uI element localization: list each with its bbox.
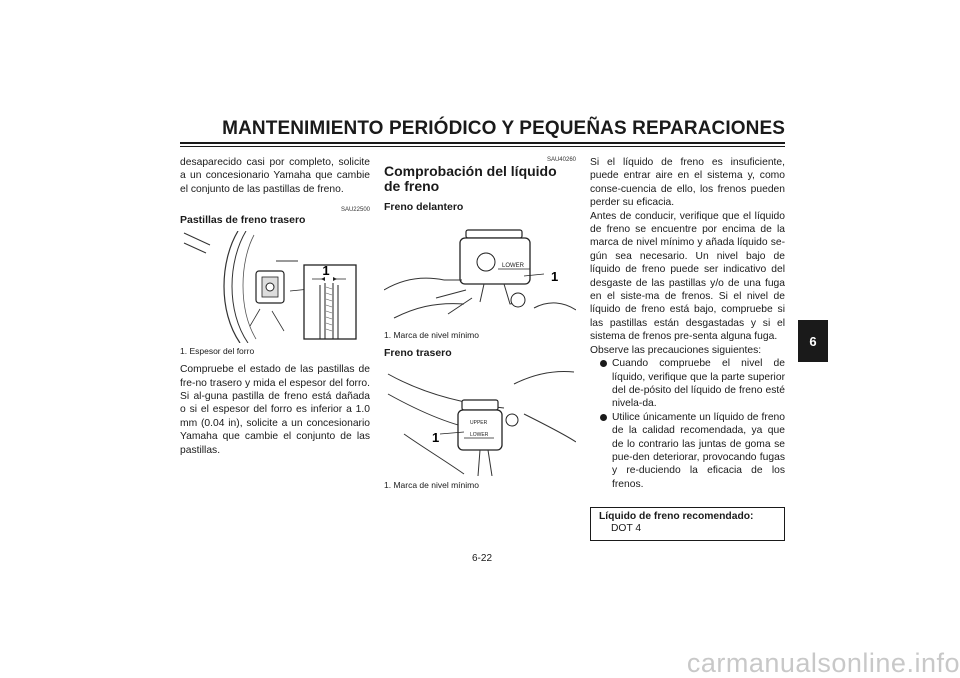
upper-mark-label: UPPER (470, 420, 488, 426)
intro-paragraph: desaparecido casi por completo, solicite a un concesionario Yamaha que cambie el conjunto de las pastillas de freno. (180, 157, 370, 195)
spec-value: DOT 4 (611, 523, 642, 535)
lower-mark-label: LOWER (470, 432, 489, 438)
rear-callout: 1 (432, 430, 440, 445)
column-2 (384, 156, 576, 491)
page-title: MANTENIMIENTO PERIÓDICO Y PEQUEÑAS REPARACIONES (222, 118, 785, 139)
front-caption: 1. Marca de nivel mínimo (384, 330, 479, 340)
front-brake-reservoir-figure (384, 218, 576, 328)
bullet-item: Cuando compruebe el nivel de líquido, verifique que la parte superior del de-pósito del líquido de freno esté nivela-da. (590, 357, 785, 411)
precautions-intro: Observe las precauciones siguientes: (590, 344, 762, 356)
brake-fluid-heading: Comprobación del líquido de freno (384, 163, 557, 194)
fluid-body-2: Antes de conducir, verifique que el líquido de freno se encuentre por encima de la marca de nivel mínimo y añada líquido se-gún sea necesario. Un nivel bajo de líquido de freno puede ser indicativo del desgaste de las pastillas y/o de una fuga en el siste-ma de frenos. Si el nivel de líquido de freno está bajo, compruebe si las pastillas están desgastadas y si el sistema de frenos pre-senta alguna fuga. (590, 210, 785, 343)
column-1 (180, 156, 370, 457)
fluid-body-1: Si el líquido de freno es insuficiente, puede entrar aire en el sistema y, como conse-cuencia de ello, los frenos pueden perder su eficacia. (590, 157, 785, 209)
rear-pads-body: Compruebe el estado de las pastillas de fre-no trasero y mida el espesor del forro. Si al-guna pastilla de freno está dañada o si el espesor del forro es inferior a 1.0 mm (0.04 in), solicite a un concesionario Yamaha que cambie el conjunto de las pastillas. (180, 364, 370, 456)
chapter-tab: 6 (798, 320, 828, 362)
lower-mark-label: LOWER (502, 263, 525, 269)
bullet-item: Utilice únicamente un líquido de freno de la calidad recomendada, ya que de lo contrario las juntas de goma se pue-den deteriorar, provocando fugas y re-duciendo la eficacia de los frenos. (590, 411, 785, 491)
figure-callout: 1 (322, 263, 330, 279)
watermark: carmanualsonline.info (686, 648, 960, 678)
rear-brake-pads-figure (180, 231, 370, 343)
rear-brake-reservoir-figure (384, 364, 576, 476)
bullet-icon (600, 360, 607, 367)
figure-caption: 1. Espesor del forro (180, 346, 255, 357)
rear-pads-heading: Pastillas de freno trasero (180, 214, 306, 227)
bullet-icon (600, 414, 607, 421)
title-rule (180, 142, 785, 144)
rear-caption: 1. Marca de nivel mínimo (384, 480, 479, 490)
recommended-fluid-box (590, 507, 785, 541)
section-code: SAU40260 (546, 157, 576, 163)
page-number: 6-22 (471, 553, 492, 564)
title-rule-thin (180, 146, 785, 147)
spec-label: Líquido de freno recomendado: (599, 511, 754, 523)
front-brake-heading: Freno delantero (384, 201, 464, 213)
front-callout: 1 (551, 269, 559, 284)
section-code: SAU22500 (340, 207, 370, 214)
rear-brake-heading: Freno trasero (384, 347, 452, 359)
column-3 (590, 156, 785, 541)
